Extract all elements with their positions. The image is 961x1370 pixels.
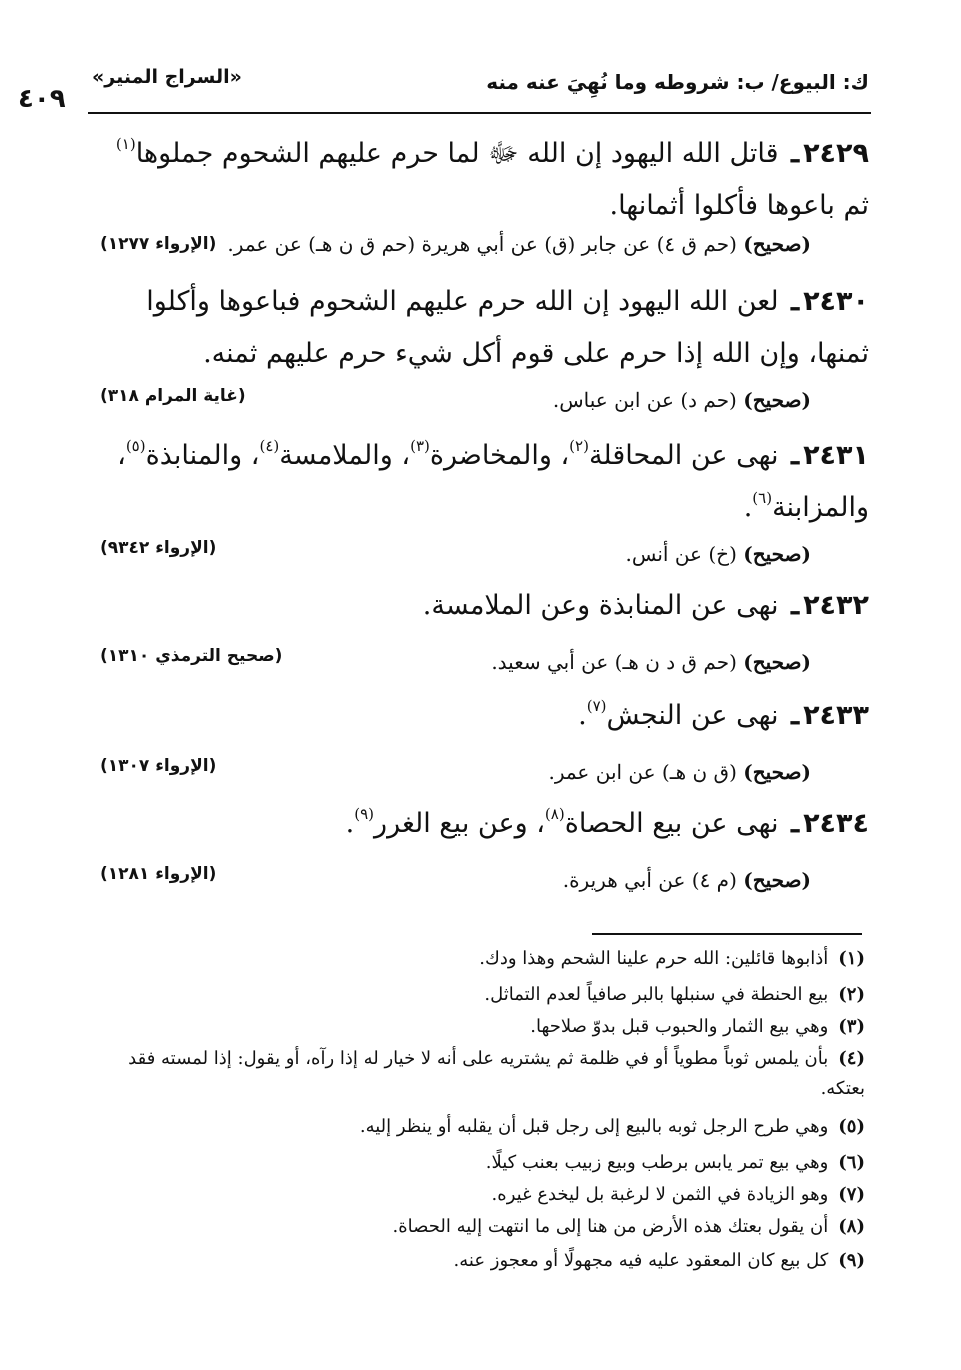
footnote-divider <box>592 933 862 935</box>
hadith-number: ٢٤٢٩ <box>803 138 869 169</box>
book-title: «السراج المنير» <box>92 66 242 88</box>
footnote-text: وهي بيع الثمار والحبوب قبل بدوّ صلاحها. <box>530 1016 829 1037</box>
grade-line-2433 <box>548 760 811 784</box>
hadith-number: ٢٤٣٤ <box>803 808 869 839</box>
hadith-number: ٢٤٣٠ <box>803 286 869 317</box>
footnote-number: (٢) <box>838 984 865 1005</box>
footnote-text: بيع الحنطة في سنبلها بالبر صافياً لعدم التماثل. <box>484 984 829 1005</box>
narrators: (ق ن هـ) عن ابن عمر. <box>548 760 737 784</box>
footnote-number: (١) <box>838 948 865 969</box>
footnote-text: وهي طرح الرجل ثوبه بالبيع إلى رجل قبل أن يقلبه أو ينظر إليه. <box>359 1116 829 1137</box>
hadith-2429: ٢٤٢٩ـ قاتل الله اليهود إن الله ﷻ لما حرم عليهم الشحوم جملوها$^{(١)}$ ثم باعوها فأكلوا أثمانها. <box>115 135 869 221</box>
footnote-ref: (٥) <box>125 437 146 455</box>
footnote-number: (٤) <box>838 1048 865 1069</box>
hadith-text: نهى عن بيع الحصاة <box>564 808 779 839</box>
hadith-text: نهى عن المنابذة وعن الملامسة. <box>422 590 779 621</box>
hadith-text: ، وعن بيع الغرر <box>374 808 545 839</box>
footnote-9 <box>94 1246 865 1276</box>
grade-line-2432 <box>491 650 811 674</box>
hadith-text: قاتل الله اليهود إن الله ﷻ لما حرم عليهم الشحوم جملوها <box>135 138 779 169</box>
hadith-text: لعن الله اليهود إن الله حرم عليهم الشحوم فباعوها وأكلوا ثمنها، وإن الله إذا حرم على قوم أكل شيء حرم عليهم ثمنه. <box>146 286 869 369</box>
page-number: ٤٠٩ <box>18 84 66 114</box>
hadith-text: . <box>345 808 355 839</box>
footnote-ref: (٤) <box>259 437 280 455</box>
narrators: (حم د) عن ابن عباس. <box>552 388 737 412</box>
footnote-8 <box>94 1212 865 1242</box>
grade-line-2430 <box>553 388 811 412</box>
footnote-ref: (٨) <box>544 805 565 823</box>
grade-line-2431 <box>626 542 812 566</box>
footnote-ref: (١) <box>115 135 136 153</box>
footnote-text: وهو الزيادة في الثمن لا لرغبة بل ليخدع غيره. <box>491 1184 829 1205</box>
grade-line-2429 <box>227 232 811 256</box>
footnote-ref: (٧) <box>586 697 607 715</box>
grade-label: (صحيح) <box>743 542 811 566</box>
footnote-number: (٦) <box>838 1152 865 1173</box>
hadith-text: . <box>743 492 753 523</box>
source-reference: (الإرواء ١٣٠٧) <box>100 756 217 776</box>
hadith-2433: ٢٤٣٣ـ نهى عن النجش$^{(٧)}$. <box>578 697 869 731</box>
footnote-text: بأن يلمس ثوباً مطوياً أو في ظلمة ثم يشتريه على أنه لا خيار له إذا رآه، أو يقول: إذا لمسته فقد بعتكه. <box>128 1048 865 1099</box>
hadith-text: ، والملامسة <box>279 440 411 471</box>
grade-label: (صحيح) <box>743 760 811 784</box>
footnote-1 <box>94 944 865 974</box>
grade-label: (صحيح) <box>743 650 811 674</box>
hadith-text: . <box>578 700 587 731</box>
hadith-text: ثم باعوها فأكلوا أثمانها. <box>609 190 869 221</box>
narrators: (خ) عن أنس. <box>625 542 737 566</box>
header-divider <box>88 112 871 114</box>
source-reference: (الإرواء ١٢٨١) <box>100 864 217 884</box>
hadith-number: ٢٤٣٢ <box>803 590 869 621</box>
hadith-2431: ٢٤٣١ـ نهى عن المحاقلة$^{(٢)}$، والمخاضرة$^{(٣)}$، والملامسة$^{(٤)}$، والمنابذة$^{(٥)}$، والمزابنة$^{(٦)}$. <box>117 437 869 523</box>
hadith-number: ٢٤٣٣ <box>803 700 869 731</box>
footnote-number: (٣) <box>838 1016 865 1037</box>
hadith-2434: ٢٤٣٤ـ نهى عن بيع الحصاة$^{(٨)}$، وعن بيع الغرر$^{(٩)}$. <box>345 805 869 839</box>
chapter-title: ك: البيوع/ ب: شروطه وما نُهِيَ عنه منه <box>486 70 869 94</box>
footnote-text: أذابوها قائلين: الله حرم علينا الشحم وهذا ودك. <box>479 948 829 969</box>
hadith-number: ٢٤٣١ <box>803 440 869 471</box>
narrators: (حم ق د ن هـ) عن أبي سعيد. <box>491 650 737 674</box>
footnote-text: وهي بيع تمر يابس برطب وبيع زبيب بعنب كيلًا. <box>485 1152 829 1173</box>
footnote-text: أن يقول بعتك هذه الأرض من هنا إلى ما انتهت إليه الحصاة. <box>392 1216 829 1237</box>
footnote-5 <box>94 1112 865 1142</box>
grade-label: (صحيح) <box>743 232 811 256</box>
hadith-text: ، والمزابنة <box>117 440 869 523</box>
hadith-text: ، والمخاضرة <box>429 440 570 471</box>
footnote-6 <box>94 1148 865 1178</box>
narrators: (م ٤) عن أبي هريرة. <box>562 868 737 892</box>
footnote-7 <box>94 1180 865 1210</box>
footnote-number: (٧) <box>838 1184 865 1205</box>
footnote-text: كل بيع كان المعقود عليه فيه مجهولًا أو معجوز عنه. <box>453 1250 829 1271</box>
source-reference: (صحيح الترمذي ١٣١٠) <box>100 646 283 666</box>
hadith-text: نهى عن المحاقلة <box>588 440 779 471</box>
source-reference: (الإرواء ٩٣٤٢) <box>100 538 217 558</box>
hadith-text: ، والمنابذة <box>145 440 260 471</box>
hadith-2432: ٢٤٣٢ـ نهى عن المنابذة وعن الملامسة. <box>422 590 869 621</box>
narrators: (حم ق ٤) عن جابر (ق) عن أبي هريرة (حم ق ن هـ) عن عمر. <box>227 232 737 256</box>
grade-label: (صحيح) <box>743 388 811 412</box>
footnote-ref: (٦) <box>752 489 773 507</box>
source-reference: (غاية المرام ٣١٨) <box>100 386 246 406</box>
grade-line-2434 <box>563 868 811 892</box>
footnote-ref: (٩) <box>354 805 375 823</box>
source-reference: (الإرواء ١٢٧٧) <box>100 234 217 254</box>
footnote-3 <box>94 1012 865 1042</box>
footnote-4 <box>94 1044 865 1104</box>
footnote-ref: (٢) <box>569 437 589 455</box>
footnote-number: (٩) <box>838 1250 865 1271</box>
footnote-ref: (٣) <box>410 437 430 455</box>
footnote-number: (٥) <box>838 1116 865 1137</box>
hadith-text: نهى عن النجش <box>606 700 779 731</box>
footnote-2 <box>94 980 865 1010</box>
grade-label: (صحيح) <box>743 868 811 892</box>
hadith-2430: ٢٤٣٠ـ لعن الله اليهود إن الله حرم عليهم الشحوم فباعوها وأكلوا ثمنها، وإن الله إذا حرم على قوم أكل شيء حرم عليهم ثمنه. <box>146 286 869 369</box>
footnote-number: (٨) <box>838 1216 865 1237</box>
